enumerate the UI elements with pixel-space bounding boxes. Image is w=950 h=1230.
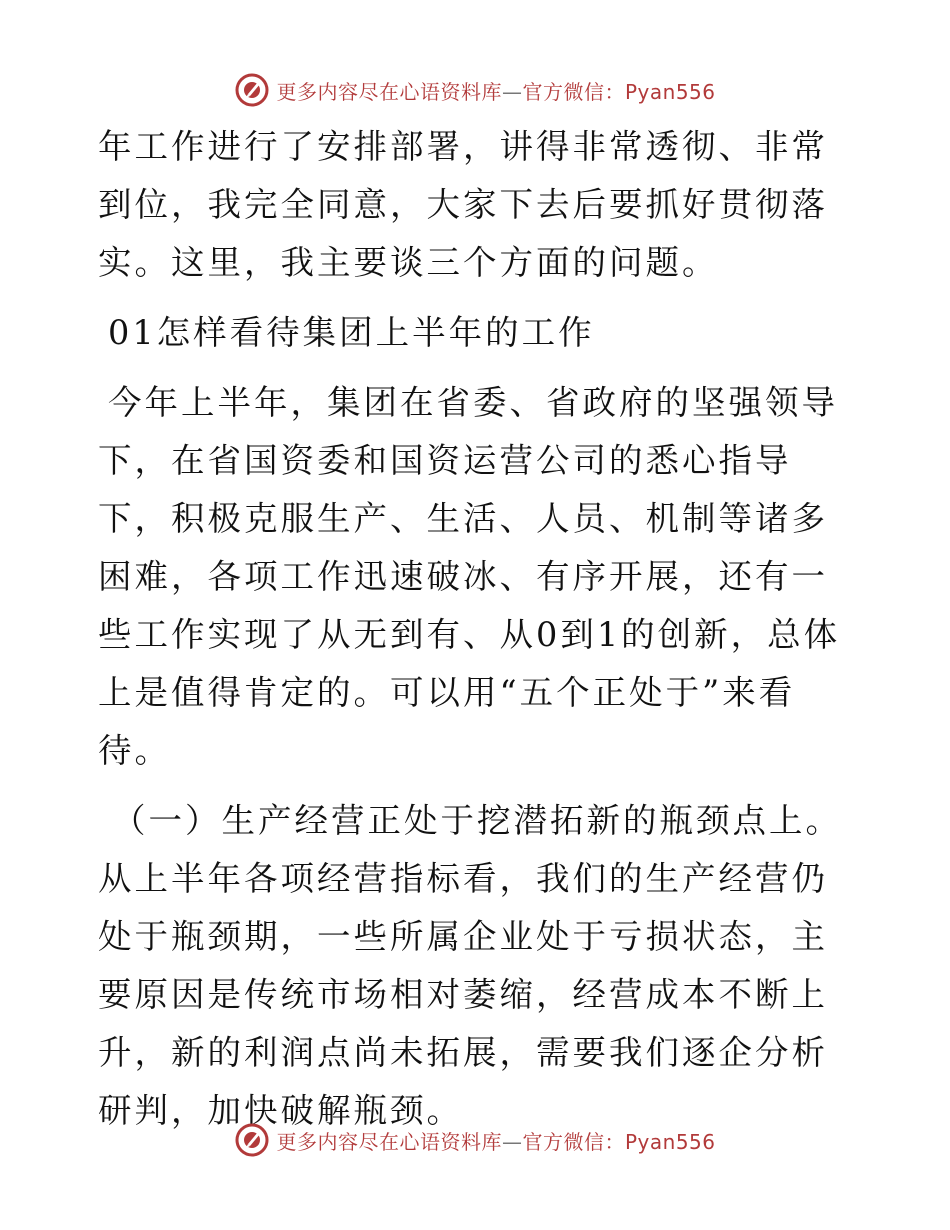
header-banner — [0, 70, 950, 110]
paragraph-intro: 年工作进行了安排部署，讲得非常透彻、非常到位，我完全同意，大家下去后要抓好贯彻落实。这里，我主要谈三个方面的问题。 — [98, 127, 828, 282]
paragraph-point-one: （一）生产经营正处于挖潜拓新的瓶颈点上。从上半年各项经营指标看，我们的生产经营仍处于瓶颈期，一些所属企业处于亏损状态，主要原因是传统市场相对萎缩，经营成本不断上升，新的利润点尚未拓展，需要我们逐企分析研判，加快破解瓶颈。 — [98, 801, 842, 1130]
brand-logo-icon — [234, 1122, 270, 1158]
brand-logo-icon — [234, 72, 270, 108]
footer-banner — [0, 1120, 950, 1160]
banner-text: 更多内容尽在心语资料库—官方微信：Pyan556 — [276, 1129, 716, 1154]
section-heading: 01怎样看待集团上半年的工作 — [108, 313, 595, 352]
paragraph-summary: 今年上半年，集团在省委、省政府的坚强领导下，在省国资委和国资运营公司的悉心指导下，积极克服生产、生活、人员、机制等诸多困难，各项工作迅速破冰、有序开展，还有一些工作实现了从无到有、从0到1的创新，总体上是值得肯定的。可以用“五个正处于”来看待。 — [98, 383, 841, 770]
banner-text: 更多内容尽在心语资料库—官方微信：Pyan556 — [276, 79, 716, 104]
document-body — [98, 118, 858, 1152]
